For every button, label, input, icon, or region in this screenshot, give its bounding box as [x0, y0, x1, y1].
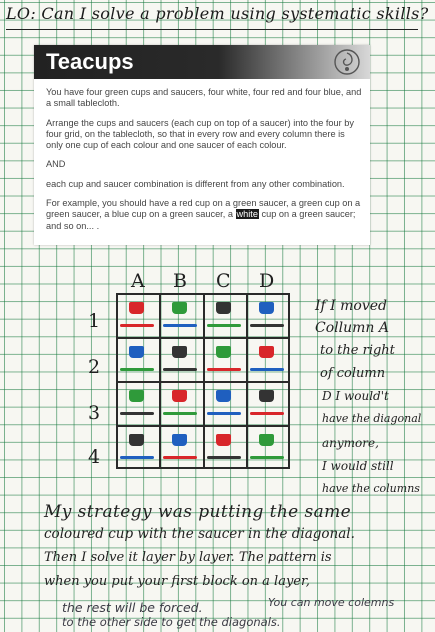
card-paragraph-1: You have four green cups and saucers, four white, four red and four blue, and a small tablecloth.	[46, 87, 362, 109]
cup-mark	[172, 302, 187, 314]
strategy-line-4: when you put your first block on a layer,	[44, 574, 310, 589]
grid-cell	[246, 337, 289, 381]
card-paragraph-2: Arrange the cups and saucers (each cup on top of a saucer) into the four by four grid, on the tablecloth, so that in every row and every column there is only one cup of each colour and one saucer of each colour.	[46, 117, 354, 151]
cup-mark	[259, 434, 274, 446]
saucer-mark	[250, 324, 284, 327]
cup-mark	[129, 302, 144, 314]
cup-mark	[259, 390, 274, 402]
grid-cell	[246, 425, 289, 469]
teacups-problem-card	[34, 45, 370, 245]
saucer-mark	[120, 368, 154, 371]
cup-mark	[172, 346, 187, 358]
column-label-a: A	[131, 270, 145, 292]
side-note-line-9: have the columns	[322, 482, 420, 495]
saucer-mark	[163, 324, 197, 327]
cup-mark	[216, 346, 231, 358]
card-example: For example, you should have a red cup on a green saucer, a green cup on a green saucer, a blue cup on a green saucer, a white cup on a green saucer; and so on... .	[46, 198, 361, 231]
side-note-line-6: have the diagonal	[322, 412, 422, 425]
row-label-4: 4	[88, 446, 101, 468]
column-label-d: D	[259, 270, 275, 292]
pen-note-line-1: the rest will be forced.	[62, 600, 203, 615]
learning-objective: LO: Can I solve a problem using systematic skills?	[6, 4, 418, 30]
grid-cell	[116, 293, 159, 337]
grid-cell	[203, 293, 246, 337]
pen-note-line-2: You can move colemns	[268, 596, 395, 609]
grid-cell	[159, 293, 202, 337]
side-note-line-2: Collumn A	[315, 320, 389, 336]
grid-cell	[203, 337, 246, 381]
side-note-line-3: to the right	[320, 343, 395, 358]
saucer-mark	[163, 368, 197, 371]
cup-mark	[259, 302, 274, 314]
grid-cell	[159, 337, 202, 381]
side-note-line-5: D I would't	[322, 389, 389, 403]
saucer-mark	[207, 368, 241, 371]
teacup-board	[116, 293, 290, 469]
saucer-mark	[207, 412, 241, 415]
saucer-mark	[250, 456, 284, 459]
cup-mark	[216, 302, 231, 314]
grid-cell	[159, 381, 202, 425]
side-note-line-1: If I moved	[315, 298, 388, 314]
grid-cell	[203, 425, 246, 469]
grid-cell	[116, 381, 159, 425]
strategy-line-1: My strategy was putting the same	[44, 502, 352, 522]
saucer-mark	[250, 368, 284, 371]
saucer-mark	[120, 456, 154, 459]
grid-cell	[159, 425, 202, 469]
cup-mark	[129, 346, 144, 358]
card-paragraph-4: each cup and saucer combination is different from any other combination.	[46, 178, 345, 189]
grid-cell	[203, 381, 246, 425]
strategy-line-2: coloured cup with the saucer in the diagonal.	[44, 526, 355, 542]
nrich-logo-icon	[332, 47, 362, 77]
strategy-line-3: Then I solve it layer by layer. The pattern is	[44, 550, 332, 565]
column-label-c: C	[216, 270, 231, 292]
saucer-mark	[120, 412, 154, 415]
row-label-2: 2	[88, 356, 101, 378]
card-title: Teacups	[46, 49, 134, 74]
saucer-mark	[207, 324, 241, 327]
saucer-mark	[163, 456, 197, 459]
cup-mark	[216, 390, 231, 402]
column-label-b: B	[173, 270, 187, 292]
saucer-mark	[250, 412, 284, 415]
cup-mark	[129, 434, 144, 446]
saucer-mark	[120, 324, 154, 327]
grid-cell	[246, 293, 289, 337]
card-header	[34, 45, 370, 79]
grid-cell	[116, 425, 159, 469]
highlighted-word: white	[236, 209, 258, 220]
saucer-mark	[207, 456, 241, 459]
cup-mark	[129, 390, 144, 402]
cup-mark	[172, 390, 187, 402]
grid-cell	[116, 337, 159, 381]
side-note-line-8: I would still	[322, 459, 394, 473]
saucer-mark	[163, 412, 197, 415]
side-note-line-4: of column	[320, 366, 386, 381]
row-label-3: 3	[88, 402, 101, 424]
pen-note-line-3: to the other side to get the diagonals.	[62, 615, 281, 629]
card-body	[46, 87, 362, 240]
row-label-1: 1	[88, 310, 101, 332]
side-note-line-7: anymore,	[322, 436, 379, 450]
cup-mark	[259, 346, 274, 358]
card-paragraph-3: AND	[46, 159, 66, 170]
cup-mark	[172, 434, 187, 446]
grid-cell	[246, 381, 289, 425]
cup-mark	[216, 434, 231, 446]
